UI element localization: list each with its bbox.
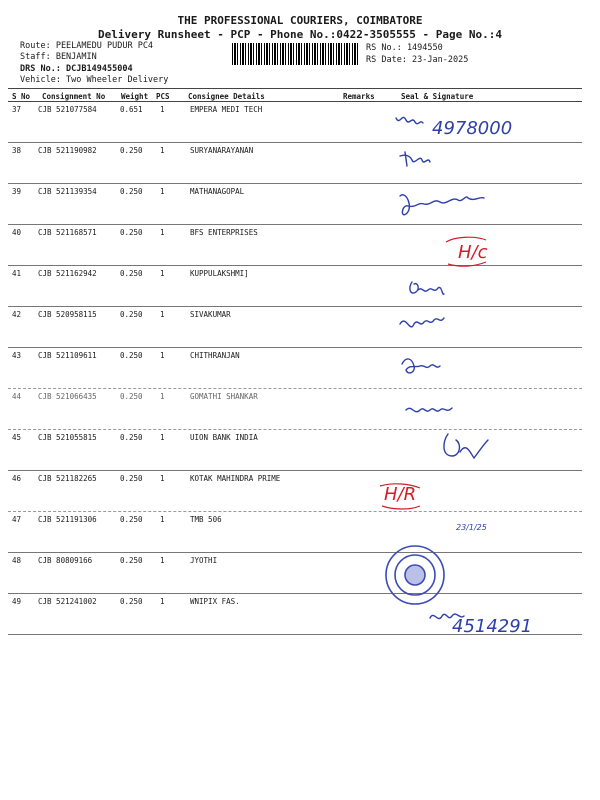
- col-pcs: PCS: [156, 92, 170, 101]
- row-pcs: 1: [160, 269, 165, 278]
- row-consignment: CJB 521190982: [38, 146, 97, 155]
- row-weight: 0.250: [120, 269, 143, 278]
- row-sno: 41: [12, 269, 22, 278]
- row-pcs: 1: [160, 310, 165, 319]
- row-sno: 45: [12, 433, 22, 442]
- row-sno: 42: [12, 310, 22, 319]
- signature-39: [400, 195, 484, 215]
- handwritten-mark-46: H/R: [384, 484, 417, 505]
- row-consignee: WNIPIX FAS.: [190, 597, 240, 606]
- row-consignee: TMB 506: [190, 515, 222, 524]
- row-sno: 46: [12, 474, 22, 483]
- handwritten-mark-40: H/c: [458, 242, 488, 263]
- row-sno: 38: [12, 146, 22, 155]
- row-consignee: SURYANARAYANAN: [190, 146, 254, 155]
- signature-43: [402, 359, 440, 373]
- row-consignee: KUPPULAKSHMI]: [190, 269, 249, 278]
- signature-42: [400, 318, 444, 327]
- row-weight: 0.250: [120, 351, 143, 360]
- row-consignment: CJB 80809166: [38, 556, 93, 565]
- drs-text: DRS No.: DCJB149455004: [20, 64, 133, 74]
- col-remarks: Remarks: [343, 92, 375, 101]
- col-sno: S No: [12, 92, 31, 101]
- handwritten-number-37: 4978000: [432, 118, 513, 139]
- row-sno: 40: [12, 228, 22, 237]
- row-pcs: 1: [160, 392, 165, 401]
- row-consignment: CJB 521168571: [38, 228, 97, 237]
- row-consignee: UION BANK INDIA: [190, 433, 258, 442]
- signature-38: [400, 152, 430, 166]
- col-weight: Weight: [121, 92, 149, 101]
- row-weight: 0.250: [120, 474, 143, 483]
- row-pcs: 1: [160, 474, 165, 483]
- row-weight: 0.250: [120, 515, 143, 524]
- signature-41: [410, 282, 444, 294]
- rs-number: RS No.: 1494550: [366, 43, 443, 53]
- row-pcs: 1: [160, 556, 165, 565]
- row-consignment: CJB 521182265: [38, 474, 97, 483]
- row-consignment: CJB 521241002: [38, 597, 97, 606]
- row-consignee: BFS ENTERPRISES: [190, 228, 258, 237]
- signature-45: [444, 434, 488, 458]
- row-consignment: CJB 521077584: [38, 105, 97, 114]
- row-sno: 39: [12, 187, 22, 196]
- row-consignee: MATHANAGOPAL: [190, 187, 245, 196]
- row-weight: 0.250: [120, 556, 143, 565]
- row-weight: 0.250: [120, 433, 143, 442]
- signature-37: [396, 117, 423, 123]
- row-consignment: CJB 521066435: [38, 392, 97, 401]
- vehicle-text: Vehicle: Two Wheeler Delivery: [20, 75, 169, 85]
- row-pcs: 1: [160, 187, 165, 196]
- row-weight: 0.250: [120, 146, 143, 155]
- runsheet-subtitle: Delivery Runsheet - PCP - Phone No.:0422-3505555 - Page No.:4: [98, 28, 502, 41]
- company-title: THE PROFESSIONAL COURIERS, COIMBATORE: [177, 14, 423, 27]
- staff-text: Staff: BENJAMIN: [20, 52, 97, 62]
- row-consignment: CJB 521055815: [38, 433, 97, 442]
- row-weight: 0.651: [120, 105, 143, 114]
- row-pcs: 1: [160, 351, 165, 360]
- row-consignee: EMPERA MEDI TECH: [190, 105, 263, 114]
- row-weight: 0.250: [120, 228, 143, 237]
- row-weight: 0.250: [120, 310, 143, 319]
- row-weight: 0.250: [120, 392, 143, 401]
- row-consignee: JYOTHI: [190, 556, 218, 565]
- row-weight: 0.250: [120, 187, 143, 196]
- route-text: Route: PEELAMEDU PUDUR PC4: [20, 41, 154, 51]
- row-sno: 44: [12, 392, 22, 401]
- row-sno: 37: [12, 105, 22, 114]
- signature-44: [406, 408, 452, 412]
- row-consignee: SIVAKUMAR: [190, 310, 231, 319]
- row-consignment: CJB 521162942: [38, 269, 97, 278]
- row-consignment: CJB 521109611: [38, 351, 97, 360]
- col-seal: Seal & Signature: [401, 92, 474, 101]
- row-sno: 43: [12, 351, 22, 360]
- row-pcs: 1: [160, 515, 165, 524]
- row-sno: 47: [12, 515, 22, 524]
- row-pcs: 1: [160, 433, 165, 442]
- row-pcs: 1: [160, 597, 165, 606]
- row-pcs: 1: [160, 105, 165, 114]
- row-pcs: 1: [160, 146, 165, 155]
- row-sno: 48: [12, 556, 22, 565]
- row-weight: 0.250: [120, 597, 143, 606]
- row-consignment: CJB 521139354: [38, 187, 97, 196]
- handwritten-number-49: 4514291: [452, 616, 533, 637]
- rs-date: RS Date: 23-Jan-2025: [366, 55, 469, 65]
- col-consignment: Consignment No: [42, 92, 106, 101]
- col-consignee: Consignee Details: [188, 92, 265, 101]
- row-consignment: CJB 521191306: [38, 515, 97, 524]
- row-pcs: 1: [160, 228, 165, 237]
- row-consignee: KOTAK MAHINDRA PRIME: [190, 474, 281, 483]
- handwritten-date-47: 23/1/25: [456, 523, 487, 532]
- company-stamp: [386, 546, 444, 604]
- row-consignee: GOMATHI SHANKAR: [190, 392, 258, 401]
- row-consignment: CJB 520958115: [38, 310, 97, 319]
- row-consignee: CHITHRANJAN: [190, 351, 240, 360]
- row-sno: 49: [12, 597, 22, 606]
